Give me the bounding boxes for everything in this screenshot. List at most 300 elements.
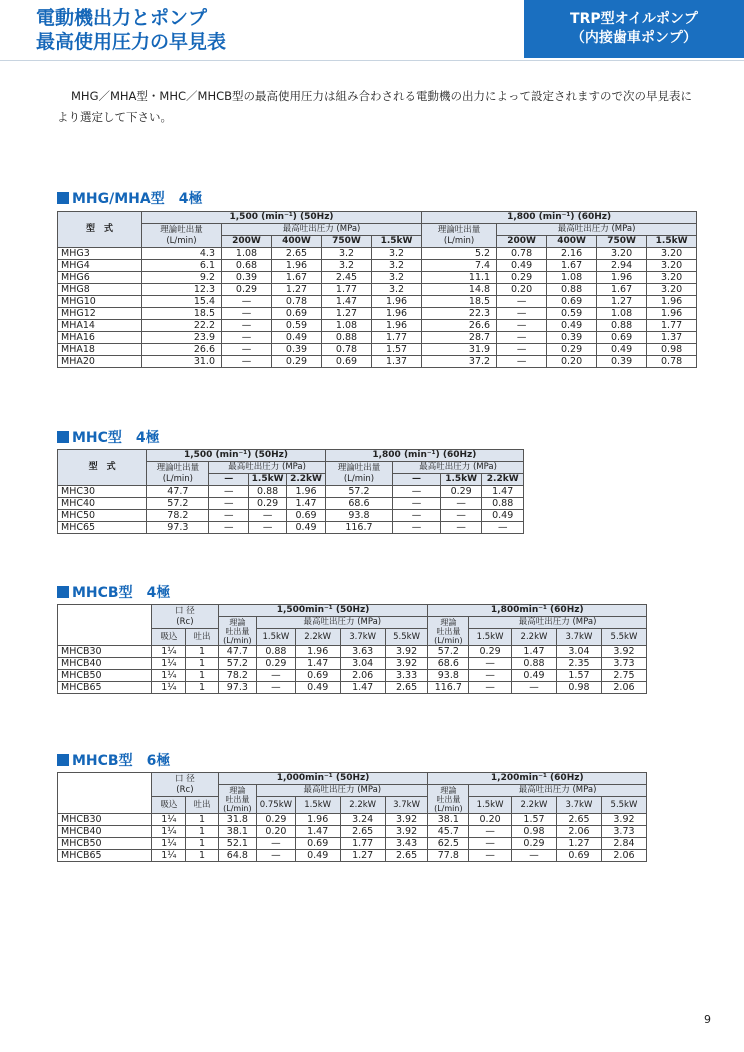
value-cell: 3.92: [601, 646, 646, 658]
value-cell: 3.73: [601, 658, 646, 670]
value-cell: 31.8: [218, 814, 257, 826]
value-cell: 2.16: [547, 248, 597, 260]
value-cell: 3.63: [340, 646, 385, 658]
table-row: [58, 826, 647, 838]
table-row: [58, 522, 524, 534]
model-cell: MHCB30: [58, 814, 152, 826]
value-cell: —: [257, 682, 296, 694]
value-cell: 1.37: [372, 356, 422, 368]
model-cell: MHA20: [58, 356, 142, 368]
value-cell: 1.47: [482, 486, 524, 498]
value-cell: 1.77: [372, 332, 422, 344]
model-cell: MHA18: [58, 344, 142, 356]
page-number: 9: [704, 1013, 711, 1026]
value-cell: 3.24: [340, 814, 385, 826]
motor-header: 750W: [322, 236, 372, 248]
table-row: [58, 605, 647, 617]
value-cell: 0.39: [222, 272, 272, 284]
value-cell: 3.73: [601, 826, 646, 838]
value-cell: —: [209, 522, 248, 534]
value-cell: 1.47: [295, 826, 340, 838]
value-cell: 57.2: [428, 646, 469, 658]
value-cell: 47.7: [218, 646, 257, 658]
value-cell: 1.47: [295, 658, 340, 670]
value-cell: 1.96: [287, 486, 325, 498]
mhcb4-table: [57, 604, 647, 694]
square-bullet-icon: [57, 586, 69, 598]
section-heading-mhc: [57, 427, 160, 447]
model-header: [58, 773, 152, 814]
value-cell: —: [393, 510, 441, 522]
value-cell: 31.9: [422, 344, 497, 356]
value-cell: 3.33: [385, 670, 428, 682]
value-cell: 5.2: [422, 248, 497, 260]
value-cell: —: [209, 486, 248, 498]
value-cell: —: [257, 850, 296, 862]
value-cell: 1.08: [547, 272, 597, 284]
value-cell: 0.39: [272, 344, 322, 356]
value-cell: 0.69: [272, 308, 322, 320]
value-cell: 1.08: [322, 320, 372, 332]
value-cell: 31.0: [142, 356, 222, 368]
motor-header: 1.5kW: [372, 236, 422, 248]
value-cell: 1: [186, 682, 218, 694]
value-cell: —: [469, 826, 512, 838]
value-cell: 47.7: [147, 486, 209, 498]
value-cell: 0.49: [497, 260, 547, 272]
table-row: [58, 850, 647, 862]
value-cell: 12.3: [142, 284, 222, 296]
value-cell: 26.6: [142, 344, 222, 356]
value-cell: 3.04: [556, 646, 601, 658]
table-row: [58, 224, 697, 236]
value-cell: 0.78: [497, 248, 547, 260]
value-cell: 2.45: [322, 272, 372, 284]
value-cell: —: [469, 658, 512, 670]
value-cell: 57.2: [325, 486, 392, 498]
value-cell: 1.96: [272, 260, 322, 272]
value-cell: 93.8: [325, 510, 392, 522]
discharge-header: 吐出: [186, 797, 218, 814]
value-cell: 0.88: [257, 646, 296, 658]
motor-header: —: [209, 474, 248, 486]
displacement-header: 理論 吐出量 (L/min): [428, 617, 469, 646]
value-cell: —: [222, 356, 272, 368]
motor-header: —: [393, 474, 441, 486]
pressure-header: 最高吐出圧力 (MPa): [257, 785, 428, 797]
value-cell: 78.2: [218, 670, 257, 682]
model-cell: MHC65: [58, 522, 147, 534]
model-cell: MHCB50: [58, 670, 152, 682]
value-cell: 3.04: [340, 658, 385, 670]
value-cell: 1.67: [547, 260, 597, 272]
freq-header-1: 1,000min⁻¹ (50Hz): [218, 773, 428, 785]
table-row: [58, 296, 697, 308]
value-cell: 1.96: [597, 272, 647, 284]
value-cell: 0.29: [512, 838, 557, 850]
model-cell: MHC50: [58, 510, 147, 522]
table-row: [58, 212, 697, 224]
value-cell: 2.84: [601, 838, 646, 850]
value-cell: 68.6: [325, 498, 392, 510]
value-cell: 1.27: [556, 838, 601, 850]
freq-header-2: 1,200min⁻¹ (60Hz): [428, 773, 647, 785]
value-cell: 37.2: [422, 356, 497, 368]
value-cell: 14.8: [422, 284, 497, 296]
model-cell: MHG3: [58, 248, 142, 260]
value-cell: 1.77: [340, 838, 385, 850]
intro-paragraph: MHG／MHA型・MHC／MHCB型の最高使用圧力は組み合わされる電動機の出力によって設定されますので次の早見表により選定して下さい。: [57, 89, 693, 124]
freq-header-50hz: 1,500 (min⁻¹) (50Hz): [147, 450, 326, 462]
value-cell: 57.2: [147, 498, 209, 510]
value-cell: 18.5: [422, 296, 497, 308]
value-cell: 0.69: [287, 510, 325, 522]
mhcb6-table: [57, 772, 647, 862]
value-cell: —: [393, 522, 441, 534]
table-row: [58, 356, 697, 368]
table-row: [58, 510, 524, 522]
model-cell: MHG12: [58, 308, 142, 320]
value-cell: 26.6: [422, 320, 497, 332]
value-cell: 1.96: [647, 308, 697, 320]
table-row: [58, 332, 697, 344]
table-row: [58, 284, 697, 296]
badge-line-2: （内接歯車ポンプ）: [570, 30, 698, 46]
value-cell: 0.98: [512, 826, 557, 838]
motor-header: 1.5kW: [469, 797, 512, 814]
value-cell: 1.57: [512, 814, 557, 826]
value-cell: 0.39: [547, 332, 597, 344]
value-cell: 0.69: [556, 850, 601, 862]
pressure-header: 最高吐出圧力 (MPa): [257, 617, 428, 629]
value-cell: —: [257, 838, 296, 850]
value-cell: 0.29: [469, 646, 512, 658]
value-cell: 3.92: [385, 646, 428, 658]
displacement-header: 理論吐出量 (L/min): [142, 224, 222, 248]
value-cell: 1.47: [322, 296, 372, 308]
motor-header: 1.5kW: [647, 236, 697, 248]
value-cell: 2.65: [385, 682, 428, 694]
section-heading-mhg: [57, 188, 202, 208]
value-cell: 0.69: [295, 838, 340, 850]
value-cell: —: [222, 332, 272, 344]
freq-header-60hz: 1,800 (min⁻¹) (60Hz): [422, 212, 697, 224]
value-cell: 0.59: [272, 320, 322, 332]
value-cell: 1.47: [287, 498, 325, 510]
value-cell: 1¼: [152, 826, 186, 838]
square-bullet-icon: [57, 192, 69, 204]
motor-header: 2.2kW: [512, 629, 557, 646]
mhg-table: [57, 211, 697, 368]
freq-header-50hz: 1,500 (min⁻¹) (50Hz): [142, 212, 422, 224]
value-cell: 1¼: [152, 814, 186, 826]
value-cell: 1.67: [272, 272, 322, 284]
table-row: [58, 248, 697, 260]
table-row: [58, 838, 647, 850]
value-cell: 3.20: [597, 248, 647, 260]
value-cell: 0.88: [512, 658, 557, 670]
value-cell: —: [440, 498, 482, 510]
value-cell: 2.65: [272, 248, 322, 260]
value-cell: 0.29: [257, 658, 296, 670]
value-cell: 3.2: [322, 260, 372, 272]
value-cell: —: [440, 522, 482, 534]
table-row: [58, 320, 697, 332]
page-title: [36, 6, 226, 54]
value-cell: 1: [186, 838, 218, 850]
value-cell: 1¼: [152, 646, 186, 658]
value-cell: 0.20: [469, 814, 512, 826]
table-row: [58, 272, 697, 284]
value-cell: —: [469, 850, 512, 862]
value-cell: —: [222, 344, 272, 356]
value-cell: —: [393, 498, 441, 510]
value-cell: 3.2: [372, 284, 422, 296]
value-cell: 22.2: [142, 320, 222, 332]
value-cell: 1.27: [340, 850, 385, 862]
value-cell: —: [512, 682, 557, 694]
table-row: [58, 450, 524, 462]
model-cell: MHCB65: [58, 682, 152, 694]
value-cell: 1.08: [597, 308, 647, 320]
model-cell: MHG6: [58, 272, 142, 284]
value-cell: 0.29: [497, 272, 547, 284]
square-bullet-icon: [57, 431, 69, 443]
title-line-1: 電動機出力とポンプ: [36, 7, 208, 29]
value-cell: 3.20: [647, 272, 697, 284]
table-row: [58, 260, 697, 272]
motor-header: 400W: [272, 236, 322, 248]
page-header: [0, 0, 744, 61]
value-cell: 3.2: [372, 248, 422, 260]
pressure-header: 最高吐出圧力 (MPa): [209, 462, 325, 474]
table-row: [58, 344, 697, 356]
value-cell: 0.49: [482, 510, 524, 522]
motor-header: 1.5kW: [469, 629, 512, 646]
port-size-header: 口 径 (Rc): [152, 605, 218, 629]
value-cell: 0.98: [647, 344, 697, 356]
section-heading-text: MHC型 4極: [72, 430, 160, 446]
value-cell: —: [209, 498, 248, 510]
displacement-header: 理論吐出量 (L/min): [325, 462, 392, 486]
motor-header: 5.5kW: [385, 629, 428, 646]
value-cell: 1.37: [647, 332, 697, 344]
displacement-header: 理論 吐出量 (L/min): [218, 617, 257, 646]
section-heading-mhcb4: [57, 582, 170, 602]
value-cell: 1: [186, 814, 218, 826]
value-cell: 11.1: [422, 272, 497, 284]
value-cell: 116.7: [325, 522, 392, 534]
model-cell: MHCB40: [58, 658, 152, 670]
value-cell: —: [248, 510, 286, 522]
value-cell: 22.3: [422, 308, 497, 320]
freq-header-1: 1,500min⁻¹ (50Hz): [218, 605, 428, 617]
model-cell: MHCB30: [58, 646, 152, 658]
value-cell: 3.20: [647, 248, 697, 260]
displacement-header: 理論 吐出量 (L/min): [218, 785, 257, 814]
value-cell: —: [222, 296, 272, 308]
value-cell: 0.98: [556, 682, 601, 694]
motor-header: 2.2kW: [512, 797, 557, 814]
value-cell: 52.1: [218, 838, 257, 850]
value-cell: 2.06: [601, 682, 646, 694]
value-cell: 0.78: [322, 344, 372, 356]
motor-header: 3.7kW: [556, 797, 601, 814]
value-cell: —: [248, 522, 286, 534]
pressure-header: 最高吐出圧力 (MPa): [469, 617, 647, 629]
value-cell: 3.43: [385, 838, 428, 850]
model-cell: MHA16: [58, 332, 142, 344]
value-cell: 0.29: [440, 486, 482, 498]
value-cell: 1.77: [322, 284, 372, 296]
square-bullet-icon: [57, 754, 69, 766]
value-cell: 2.06: [556, 826, 601, 838]
motor-header: 1.5kW: [440, 474, 482, 486]
value-cell: 28.7: [422, 332, 497, 344]
table-row: [58, 498, 524, 510]
motor-header: 5.5kW: [601, 629, 646, 646]
product-badge: [524, 0, 744, 58]
value-cell: 62.5: [428, 838, 469, 850]
motor-header: 3.7kW: [385, 797, 428, 814]
value-cell: 0.49: [547, 320, 597, 332]
value-cell: 2.06: [601, 850, 646, 862]
pressure-header: 最高吐出圧力 (MPa): [469, 785, 647, 797]
value-cell: 0.39: [597, 356, 647, 368]
value-cell: 1¼: [152, 838, 186, 850]
model-header: [58, 605, 152, 646]
value-cell: 93.8: [428, 670, 469, 682]
value-cell: 3.20: [647, 284, 697, 296]
motor-header: 0.75kW: [257, 797, 296, 814]
motor-header: 3.7kW: [556, 629, 601, 646]
value-cell: 7.4: [422, 260, 497, 272]
value-cell: 0.69: [295, 670, 340, 682]
value-cell: —: [257, 670, 296, 682]
value-cell: 1.96: [372, 296, 422, 308]
table-row: [58, 308, 697, 320]
value-cell: —: [209, 510, 248, 522]
value-cell: 45.7: [428, 826, 469, 838]
value-cell: 15.4: [142, 296, 222, 308]
value-cell: 0.88: [597, 320, 647, 332]
value-cell: 1.47: [512, 646, 557, 658]
value-cell: 0.20: [497, 284, 547, 296]
value-cell: 0.20: [547, 356, 597, 368]
value-cell: 0.49: [295, 850, 340, 862]
value-cell: 9.2: [142, 272, 222, 284]
value-cell: 0.68: [222, 260, 272, 272]
value-cell: 0.88: [248, 486, 286, 498]
motor-header: 1.5kW: [248, 474, 286, 486]
motor-header: 5.5kW: [601, 797, 646, 814]
value-cell: —: [497, 308, 547, 320]
displacement-header: 理論吐出量 (L/min): [422, 224, 497, 248]
displacement-header: 理論吐出量 (L/min): [147, 462, 209, 486]
motor-header: 2.2kW: [295, 629, 340, 646]
mhc-table: [57, 449, 524, 534]
discharge-header: 吐出: [186, 629, 218, 646]
motor-header: 200W: [222, 236, 272, 248]
value-cell: 68.6: [428, 658, 469, 670]
title-line-2: 最高使用圧力の早見表: [36, 31, 227, 53]
value-cell: 0.49: [272, 332, 322, 344]
value-cell: 4.3: [142, 248, 222, 260]
value-cell: 1.27: [597, 296, 647, 308]
value-cell: —: [222, 320, 272, 332]
value-cell: 3.2: [322, 248, 372, 260]
value-cell: 0.59: [547, 308, 597, 320]
value-cell: 1.67: [597, 284, 647, 296]
value-cell: 2.65: [385, 850, 428, 862]
section-heading-text: MHG/MHA型 4極: [72, 191, 203, 207]
value-cell: 0.49: [295, 682, 340, 694]
value-cell: 1.08: [222, 248, 272, 260]
value-cell: 0.29: [547, 344, 597, 356]
value-cell: 0.49: [287, 522, 325, 534]
freq-header-60hz: 1,800 (min⁻¹) (60Hz): [325, 450, 523, 462]
model-cell: MHC40: [58, 498, 147, 510]
value-cell: 1.57: [372, 344, 422, 356]
value-cell: 2.65: [556, 814, 601, 826]
value-cell: —: [497, 332, 547, 344]
value-cell: 1.96: [372, 308, 422, 320]
motor-header: 1.5kW: [257, 629, 296, 646]
value-cell: 2.75: [601, 670, 646, 682]
value-cell: 3.2: [372, 260, 422, 272]
value-cell: 0.69: [597, 332, 647, 344]
value-cell: 0.49: [597, 344, 647, 356]
pressure-header: 最高吐出圧力 (MPa): [497, 224, 697, 236]
model-cell: MHCB40: [58, 826, 152, 838]
value-cell: 1¼: [152, 850, 186, 862]
motor-header: 2.2kW: [482, 474, 524, 486]
model-cell: MHA14: [58, 320, 142, 332]
value-cell: —: [497, 344, 547, 356]
value-cell: —: [440, 510, 482, 522]
model-cell: MHCB65: [58, 850, 152, 862]
table-row: [58, 773, 647, 785]
value-cell: 0.78: [272, 296, 322, 308]
value-cell: 1¼: [152, 670, 186, 682]
value-cell: 64.8: [218, 850, 257, 862]
value-cell: 78.2: [147, 510, 209, 522]
model-cell: MHCB50: [58, 838, 152, 850]
value-cell: —: [222, 308, 272, 320]
badge-line-1: TRP型オイルポンプ: [570, 11, 698, 27]
value-cell: 77.8: [428, 850, 469, 862]
table-row: [58, 814, 647, 826]
value-cell: 0.78: [647, 356, 697, 368]
value-cell: 3.92: [601, 814, 646, 826]
value-cell: 0.20: [257, 826, 296, 838]
suction-header: 吸込: [152, 797, 186, 814]
value-cell: —: [497, 356, 547, 368]
model-header: 型 式: [58, 212, 142, 248]
value-cell: 0.29: [272, 356, 322, 368]
value-cell: 0.88: [482, 498, 524, 510]
value-cell: —: [482, 522, 524, 534]
value-cell: 1: [186, 658, 218, 670]
value-cell: 3.2: [372, 272, 422, 284]
value-cell: 2.06: [340, 670, 385, 682]
value-cell: 18.5: [142, 308, 222, 320]
value-cell: 1.57: [556, 670, 601, 682]
value-cell: 57.2: [218, 658, 257, 670]
port-size-header: 口 径 (Rc): [152, 773, 218, 797]
value-cell: 0.88: [547, 284, 597, 296]
model-cell: MHG10: [58, 296, 142, 308]
